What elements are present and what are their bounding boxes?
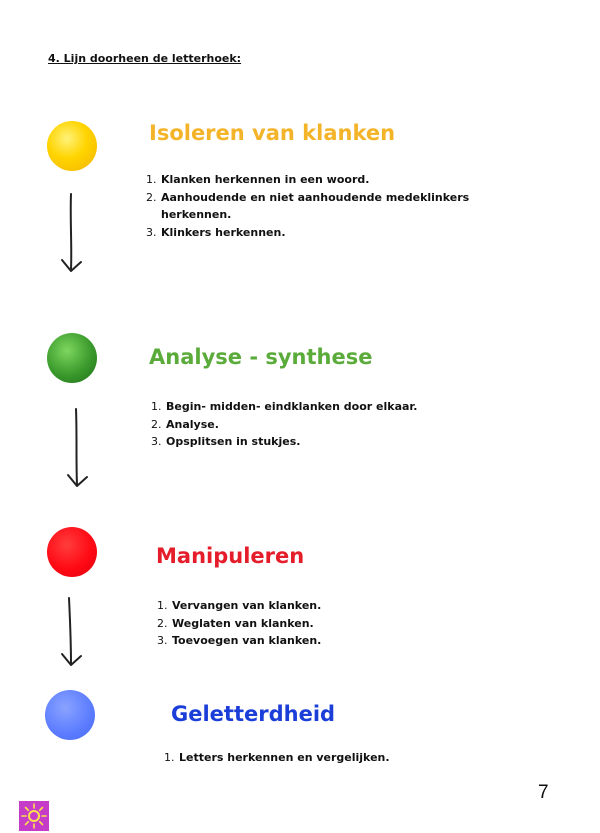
list-item: 1. Begin- midden- eindklanken door elkaar. [165,398,525,416]
blue-circle-icon [45,690,95,740]
yellow-circle-icon [47,121,97,171]
section-list-geletterdheid [167,749,538,767]
down-arrow-icon [62,405,92,495]
list-item: 1. Klanken herkennen in een woord. [160,171,520,189]
list-item: 2. Aanhoudende en niet aanhoudende medeklinkers herkennen. [160,189,520,224]
list-item: 2. Weglaten van klanken. [171,615,531,633]
down-arrow-icon [56,190,86,280]
red-circle-icon [47,527,97,577]
page-number: 7 [538,782,549,803]
list-item: 1. Letters herkennen en vergelijken. [178,749,538,767]
section-title-analyse: Analyse - synthese [149,345,373,369]
list-item: 3. Opsplitsen in stukjes. [165,433,525,451]
list-item: 1. Vervangen van klanken. [171,597,531,615]
list-item: 3. Klinkers herkennen. [160,224,520,242]
section-title-isoleren: Isoleren van klanken [149,121,396,145]
section-list-manipuleren [160,597,531,650]
section-title-manipuleren: Manipuleren [156,544,305,568]
list-item: 3. Toevoegen van klanken. [171,632,531,650]
green-circle-icon [47,333,97,383]
sun-logo-icon [19,801,49,831]
page-heading: 4. Lijn doorheen de letterhoek: [48,52,242,65]
section-list-isoleren [149,171,520,241]
down-arrow-icon [56,594,86,674]
list-item: 2. Analyse. [165,416,525,434]
section-title-geletterdheid: Geletterdheid [171,702,336,726]
section-list-analyse [154,398,525,451]
